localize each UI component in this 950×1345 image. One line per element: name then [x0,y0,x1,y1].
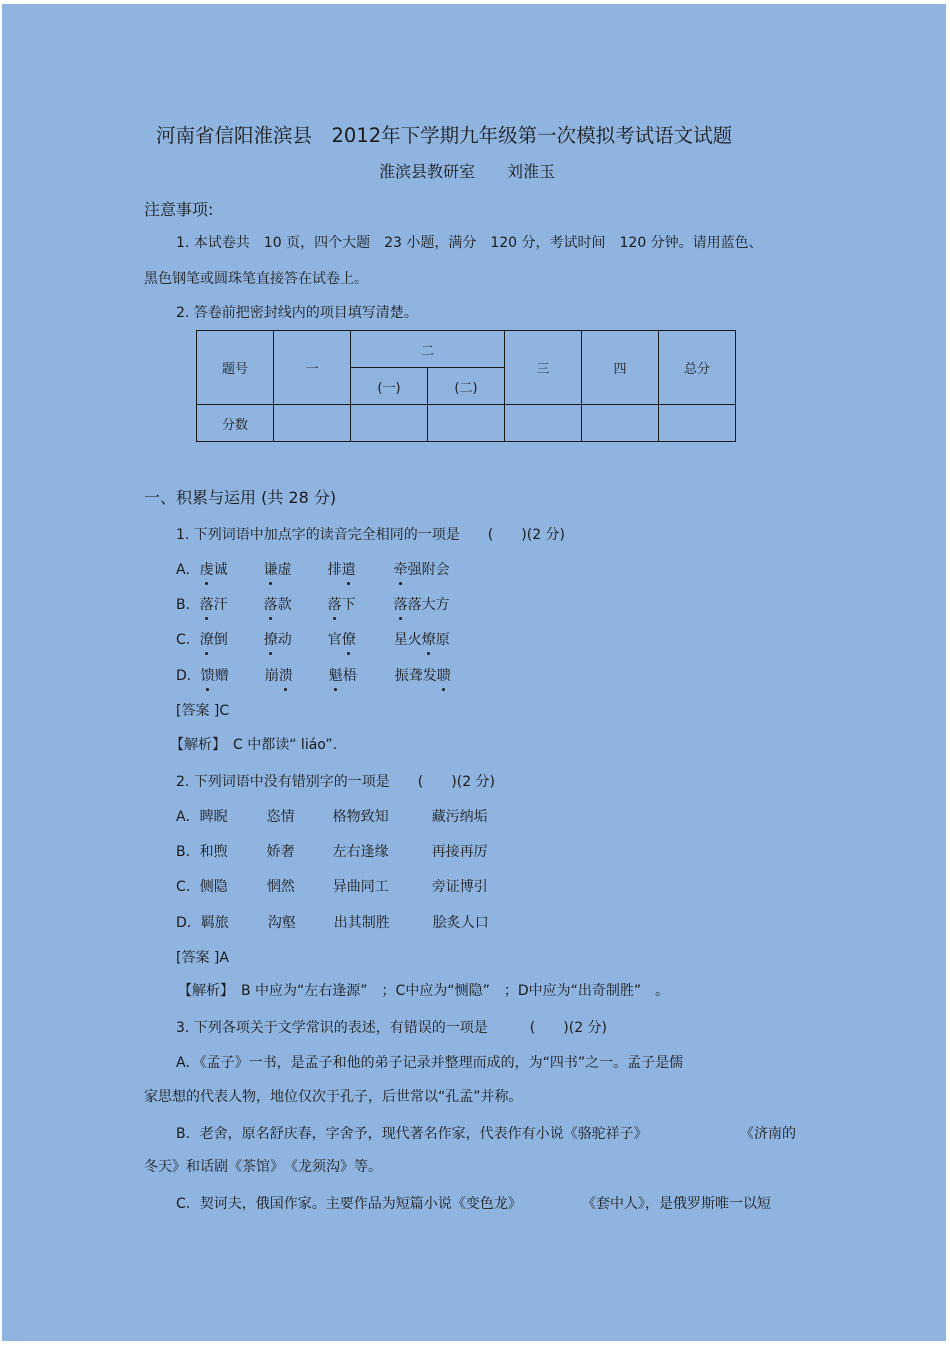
score-cell-4[interactable] [582,405,659,442]
dotted-char: 虔 [199,562,214,578]
dotted-char: 馈 [200,668,215,684]
word-part: 诚 [213,562,228,578]
score-table-header-3: 三 [505,331,582,405]
score-table-header-2a: (一) [351,368,428,405]
score-cell-2b[interactable] [428,405,505,442]
section-1-heading: 一、积累与运用 (共 28 分) [144,488,337,507]
word: 侧隐 [199,879,228,895]
word-part: 原 [435,632,450,648]
dotted-char: 溃 [278,668,293,684]
score-table [196,330,736,442]
word: 沟壑 [267,915,296,931]
option-label: D． [176,915,201,931]
word: 异曲同工 [332,879,389,895]
word: 睥睨 [199,809,228,825]
q2-option-d [176,913,489,933]
word: 左右逢缘 [332,844,389,860]
word: 脍炙人口 [432,915,489,931]
dotted-char: 谦 [263,562,278,578]
author-line: 淮滨县教研室 刘淮玉 [379,162,556,181]
word-part: 倒 [213,632,228,648]
dotted-char: 落 [199,597,214,613]
q3-option-b-title: 《济南的 [740,1126,796,1142]
page-title: 河南省信阳淮滨县 2012年下学期九年级第一次模拟考试语文试题 [156,124,733,147]
q3-option-c: C．契诃夫，俄国作家。主要作品为短篇小说《变色龙》 [176,1196,522,1212]
option-label: B． [176,597,200,613]
word-part: 落大方 [407,597,450,613]
q1-option-a [176,560,450,580]
option-label: A． [176,809,200,825]
q3-option-c-cont: 《套中人》，是俄罗斯唯一以短 [582,1196,771,1212]
word: 羁旅 [200,915,229,931]
option-label: C． [176,632,200,648]
dotted-char: 魁 [328,668,343,684]
word: 和煦 [199,844,228,860]
q1-answer: [答案 ]C [176,703,230,719]
dotted-char: 潦 [199,632,214,648]
word-part: 振聋发 [394,668,437,684]
score-table-header-total: 总分 [659,331,736,405]
score-cell-1[interactable] [274,405,351,442]
q2-stem: 2. 下列词语中没有错别字的一项是 ( )(2 分) [176,774,496,790]
word-part: 星火 [393,632,422,648]
q3-option-b-cont: 冬天》和话剧《茶馆》 《龙须沟》等。 [144,1159,382,1175]
q2-answer: [答案 ]A [176,950,229,966]
score-cell-3[interactable] [505,405,582,442]
dotted-char: 聩 [436,668,451,684]
dotted-char: 落 [263,597,278,613]
q3-stem: 3. 下列各项关于文学常识的表述，有错误的一项是 ( )(2 分) [176,1020,608,1036]
word-part: 下 [341,597,356,613]
q1-option-d [176,666,451,686]
notice-heading: 注意事项: [144,200,214,219]
word-part: 汗 [213,597,228,613]
word-part: 排 [327,562,342,578]
option-label: B． [176,844,200,860]
q1-option-c [176,630,450,650]
q1-analysis: 【解析】 C 中都读“ liáo”. [170,737,338,753]
q2-option-a [176,807,488,827]
word: 再接再厉 [431,844,488,860]
word: 藏污纳垢 [431,809,488,825]
dotted-char: 燎 [421,632,436,648]
q2-analysis: 【解析】 B 中应为“左右逢源” ；C中应为“恻隐” ；D中应为“出奇制胜” 。 [178,983,670,999]
notice-item-2: 2. 答卷前把密封线内的项目填写清楚。 [176,305,418,321]
dotted-char: 落 [327,597,342,613]
word: 恣情 [266,809,295,825]
q1-option-b [176,595,450,615]
q2-option-c [176,877,488,897]
q3-option-b: B．老舍，原名舒庆春，字舍予，现代著名作家，代表作有小说《骆驼祥子》 [176,1126,648,1142]
word: 娇奢 [266,844,295,860]
score-cell-total[interactable] [659,405,736,442]
score-cell-2a[interactable] [351,405,428,442]
word: 出其制胜 [333,915,390,931]
dotted-char: 撩 [263,632,278,648]
word-part: 动 [277,632,292,648]
option-label: C． [176,879,200,895]
word-part: 崩 [264,668,279,684]
score-table-header-1: 一 [274,331,351,405]
word-part: 官 [327,632,342,648]
word: 惘然 [266,879,295,895]
score-table-header-4: 四 [582,331,659,405]
q2-option-b [176,842,488,862]
word: 旁证博引 [431,879,488,895]
score-table-header-2b: (二) [428,368,505,405]
word-part: 赠 [214,668,229,684]
q3-option-a-cont: 家思想的代表人物，地位仅次于孔子，后世常以“孔孟”并称。 [144,1089,523,1105]
word-part: 虚 [277,562,292,578]
exam-page [2,4,946,1341]
score-table-header-number: 题号 [197,331,274,405]
word-part: 强附会 [407,562,450,578]
score-table-row-label: 分数 [197,405,274,442]
score-table-header-2: 二 [351,331,505,368]
dotted-char: 遣 [341,562,356,578]
option-label: A． [176,562,200,578]
word-part: 梧 [342,668,357,684]
notice-item-1-cont: 黑色钢笔或圆珠笔直接答在试卷上。 [144,271,368,287]
dotted-char: 僚 [341,632,356,648]
dotted-char: 落 [393,597,408,613]
option-label: D． [176,668,201,684]
dotted-char: 牵 [393,562,408,578]
word-part: 款 [277,597,292,613]
word: 格物致知 [332,809,389,825]
q3-option-a: A．《孟子》一书，是孟子和他的弟子记录并整理而成的，为“四书”之一。孟子是儒 [176,1055,684,1071]
q1-stem: 1. 下列词语中加点字的读音完全相同的一项是 ( )(2 分) [176,527,566,543]
notice-item-1: 1. 本试卷共 10 页，四个大题 23 小题，满分 120 分，考试时间 120 分钟。请用蓝色、 [176,235,763,251]
